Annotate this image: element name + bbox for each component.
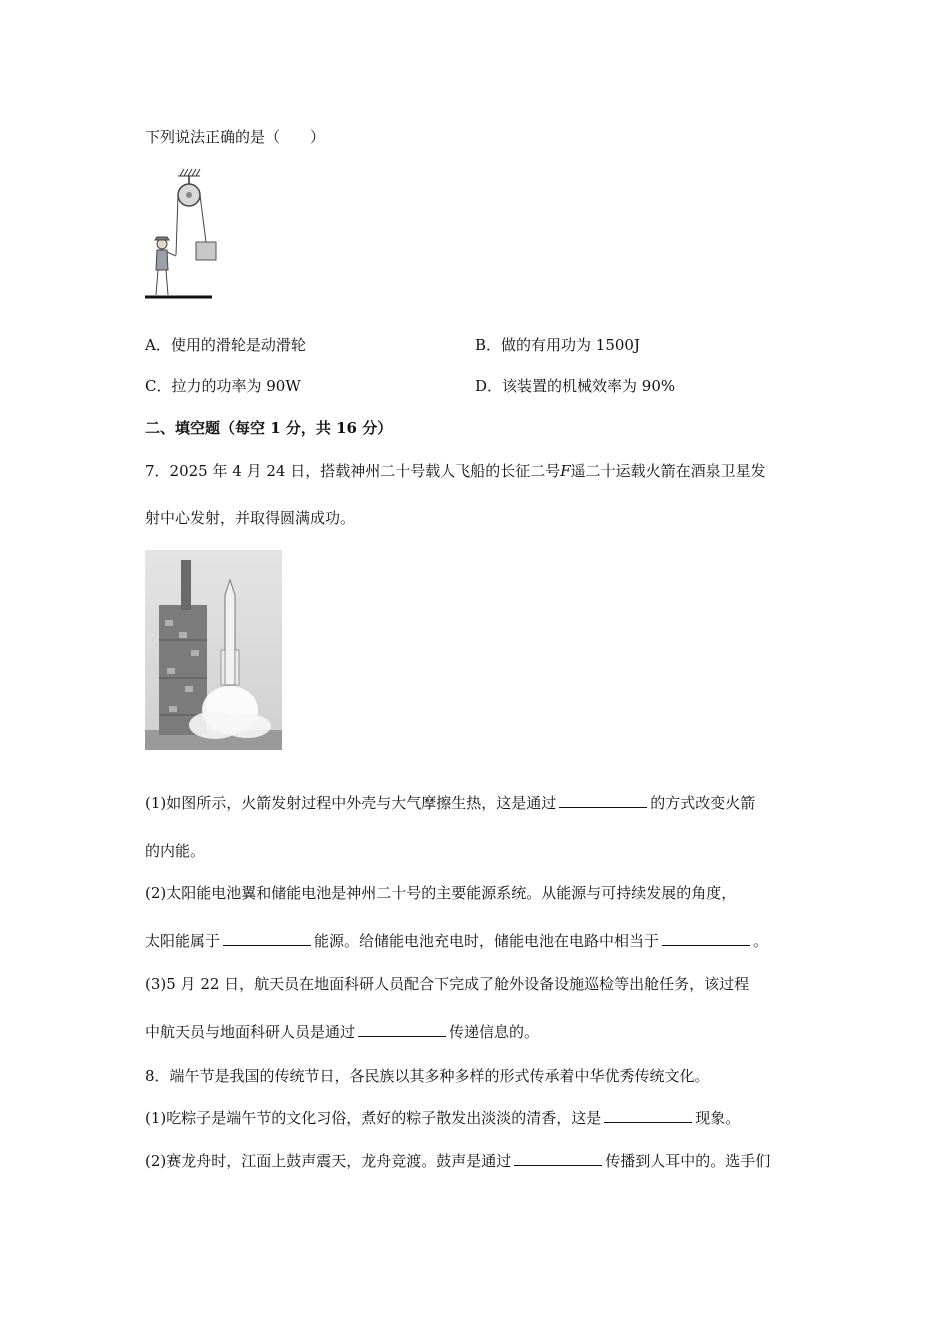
answer-blank[interactable] (604, 1108, 692, 1123)
section-heading: 二、填空题（每空 1 分，共 16 分） (145, 419, 393, 437)
q7-part3-line-1: (3)5 月 22 日，航天员在地面科研人员配合下完成了舱外设备设施巡检等出舱任务，该过程 (145, 975, 750, 993)
answer-blank[interactable] (514, 1151, 602, 1166)
q7-part1-line-1: (1)如图所示，火箭发射过程中外壳与大气摩擦生热，这是通过 的方式改变火箭 (145, 794, 756, 812)
answer-blank[interactable] (662, 931, 750, 946)
hanging-weight (196, 242, 216, 260)
q8-part1: (1)吃粽子是端午节的文化习俗，煮好的粽子散发出淡淡的清香，这是 现象。 (145, 1109, 741, 1127)
q7-part3-line-2: 中航天员与地面科研人员是通过 传递信息的。 (145, 1023, 540, 1041)
q6-stem-tail: 下列说法正确的是（ ） (145, 128, 326, 146)
q6-option-d: D．该装置的机械效率为 90% (475, 377, 676, 395)
ceiling-hatch (178, 169, 200, 176)
rope-right (200, 195, 206, 242)
q8-part2: (2)赛龙舟时，江面上鼓声震天，龙舟竞渡。鼓声是通过 传播到人耳中的。选手们 (145, 1152, 771, 1170)
q6-option-c: C．拉力的功率为 90W (145, 377, 301, 395)
q7-stem-line-1: 7．2025 年 4 月 24 日，搭载神州二十号载人飞船的长征二号F遥二十运载火箭在酒泉卫星发 (145, 462, 766, 480)
q7-part2-line-1: (2)太阳能电池翼和储能电池是神州二十号的主要能源系统。从能源与可持续发展的角度， (145, 884, 737, 902)
answer-blank[interactable] (223, 931, 311, 946)
rope-left (176, 195, 178, 255)
q7-stem-line-2: 射中心发射，并取得圆满成功。 (145, 509, 356, 527)
rocket-launch-photo (145, 550, 282, 750)
q8-stem: 8．端午节是我国的传统节日，各民族以其多种多样的形式传承着中华优秀传统文化。 (145, 1067, 710, 1085)
q7-part2-line-2: 太阳能属于 能源。给储能电池充电时，储能电池在电路中相当于 。 (145, 932, 769, 950)
person-figure (155, 237, 176, 295)
answer-blank[interactable] (559, 793, 647, 808)
q6-option-a: A．使用的滑轮是动滑轮 (145, 336, 306, 354)
pulley-figure (140, 160, 220, 300)
q6-option-b: B．做的有用功为 1500J (475, 336, 640, 354)
q7-part1-line-2: 的内能。 (145, 842, 206, 860)
answer-blank[interactable] (358, 1022, 446, 1037)
